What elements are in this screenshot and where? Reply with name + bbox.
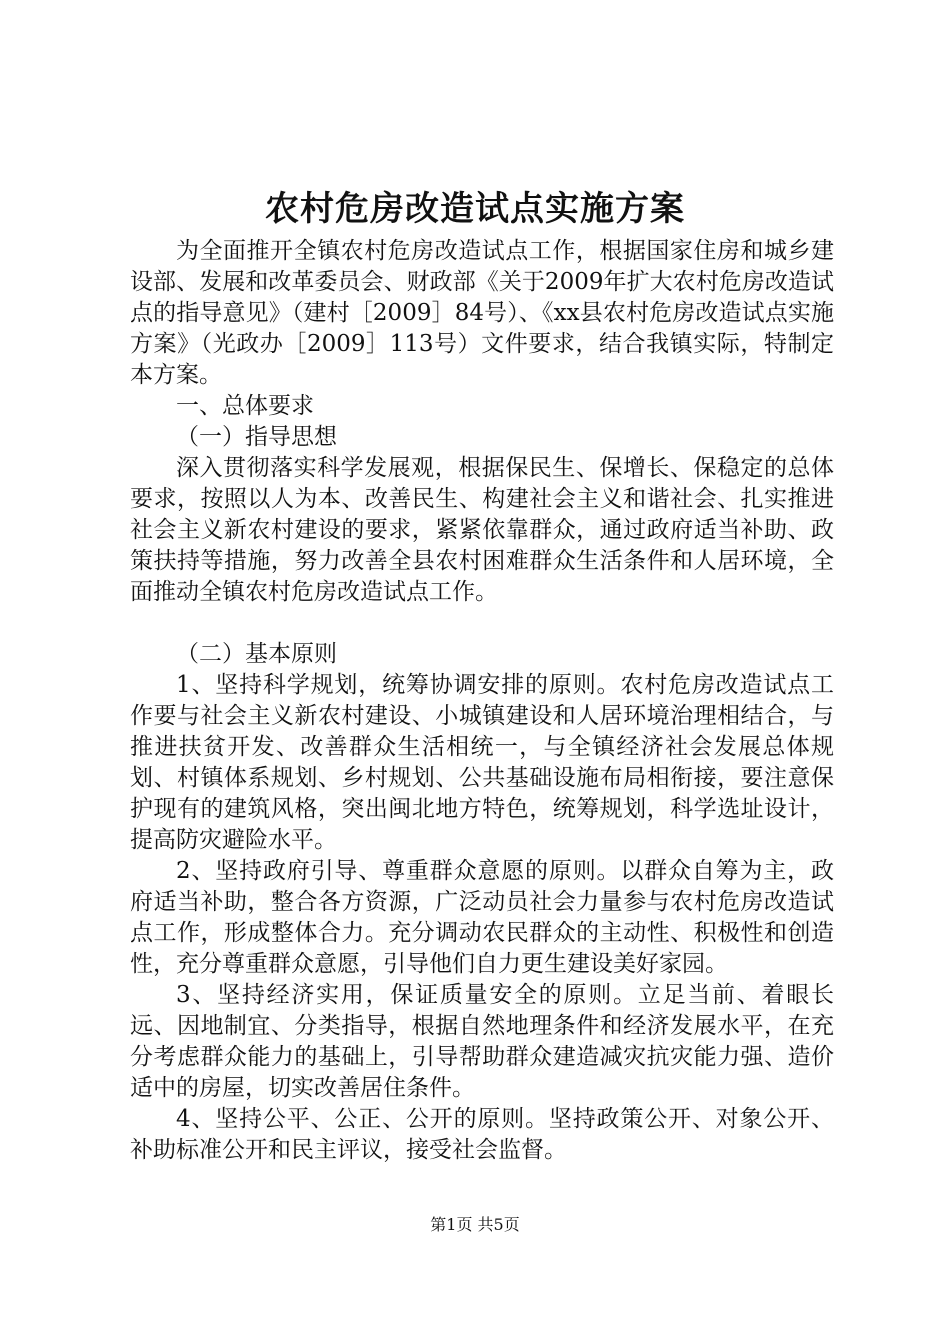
subsection-heading-basic-principles: （二）基本原则 — [176, 641, 337, 667]
page-footer: 第1页 共5页 — [430, 1215, 520, 1234]
document-body — [130, 236, 834, 1166]
intro-paragraph: 为全面推开全镇农村危房改造试点工作，根据国家住房和城乡建设部、发展和改革委员会、财政部《关于2009年扩大农村危房改造试点的指导意见》（建村［2009］84号）、《xx县农村危房改造试点实施方案》（光政办［2009］113号）文件要求，结合我镇实际，特制定本方案。 — [130, 238, 834, 388]
principle-paragraph-4: 4、坚持公平、公正、公开的原则。坚持政策公开、对象公开、补助标准公开和民主评议，接受社会监督。 — [130, 1106, 834, 1163]
principle-paragraph-1: 1、坚持科学规划，统筹协调安排的原则。农村危房改造试点工作要与社会主义新农村建设、小城镇建设和人居环境治理相结合，与推进扶贫开发、改善群众生活相统一，与全镇经济社会发展总体规划、村镇体系规划、乡村规划、公共基础设施布局相衔接，要注意保护现有的建筑风格，突出闽北地方特色，统筹规划，科学选址设计，提高防灾避险水平。 — [130, 672, 834, 853]
principle-paragraph-2: 2、坚持政府引导、尊重群众意愿的原则。以群众自筹为主，政府适当补助，整合各方资源，广泛动员社会力量参与农村危房改造试点工作，形成整体合力。充分调动农民群众的主动性、积极性和创造性，充分尊重群众意愿，引导他们自力更生建设美好家园。 — [130, 858, 834, 977]
principle-paragraph-3: 3、坚持经济实用，保证质量安全的原则。立足当前、着眼长远、因地制宜、分类指导，根据自然地理条件和经济发展水平，在充分考虑群众能力的基础上，引导帮助群众建造减灾抗灾能力强、造价适中的房屋，切实改善居住条件。 — [130, 982, 834, 1101]
paragraph-spacer — [130, 608, 834, 639]
section-heading-general-requirements: 一、总体要求 — [176, 393, 314, 419]
guiding-thought-paragraph: 深入贯彻落实科学发展观，根据保民生、保增长、保稳定的总体要求，按照以人为本、改善民生、构建社会主义和谐社会、扎实推进社会主义新农村建设的要求，紧紧依靠群众，通过政府适当补助、政策扶持等措施，努力改善全县农村困难群众生活条件和人居环境，全面推动全镇农村危房改造试点工作。 — [130, 455, 834, 605]
subsection-heading-guiding-thought: （一）指导思想 — [176, 424, 337, 450]
document-title: 农村危房改造试点实施方案 — [265, 189, 685, 229]
